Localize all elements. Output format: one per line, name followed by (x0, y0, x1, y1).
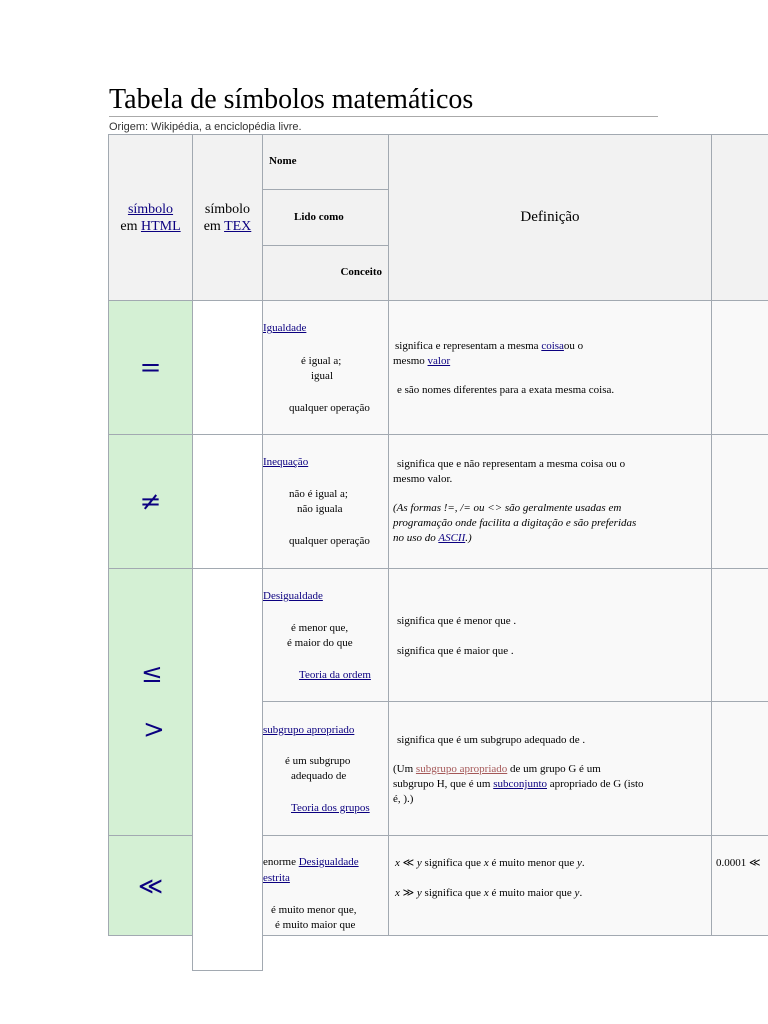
neq-read-2: não iguala (297, 503, 343, 515)
subgroup-def-1: significa que é um subgrupo adequado de . (397, 734, 586, 746)
symbol-cell-equals (108, 300, 193, 435)
name-cell-subgroup (262, 701, 389, 836)
def-cell-subgroup (388, 701, 712, 836)
subgroup-def-2a: (Um (393, 763, 416, 775)
ll-def1-y: y (416, 857, 422, 869)
neq-def-1b: mesmo valor. (393, 473, 453, 485)
igualdade-link[interactable]: Igualdade (263, 322, 307, 334)
header-conceito-label: Conceito (340, 266, 382, 278)
equals-def-1c: mesmo (393, 355, 428, 367)
example-cell-ineq (711, 568, 768, 702)
neq-def-2b: programação onde facilita a digitação e são preferidas (393, 517, 637, 529)
desigualdade-link[interactable]: Desigualdade (263, 590, 323, 602)
subgroup-def-2e: é, ).) (393, 793, 414, 805)
greater-than-symbol[interactable]: > (143, 715, 165, 745)
name-cell-ineq (262, 568, 389, 702)
estrita-link[interactable]: estrita (263, 872, 290, 884)
def-cell-equals (388, 300, 712, 435)
neq-concept: qualquer operação (289, 535, 370, 547)
equals-def-2: e são nomes diferentes para a exata mesma coisa. (397, 384, 615, 396)
symbol-cell-ll (108, 835, 193, 936)
tex-cell-equals (192, 300, 263, 435)
symbols-table (108, 134, 768, 936)
header-conceito (262, 245, 389, 301)
header-definicao (388, 134, 712, 301)
subgroup-def-2c: subgrupo H, que é um (393, 778, 494, 790)
header-lido-como-label: Lido como (294, 211, 344, 223)
example-cell-subgroup (711, 701, 768, 836)
ll-def2-dot: . (579, 887, 583, 899)
header-nome (262, 134, 389, 190)
valor-link[interactable]: valor (427, 355, 451, 367)
header-tex-link[interactable]: TEX (224, 218, 252, 234)
name-cell-equals (262, 300, 389, 435)
header-symbol-html (108, 134, 193, 301)
subgrupo-apropriado-def-link[interactable]: subgrupo apropriado (415, 763, 508, 775)
tex-cell-neq (192, 434, 263, 569)
ll-def2-x2: x (483, 887, 489, 899)
ascii-link[interactable]: ASCII (438, 532, 466, 544)
ll-def1-mid: significa que (421, 857, 484, 869)
header-tex-em-text: em (203, 218, 221, 234)
ll-def2-mid: significa que (421, 887, 484, 899)
ineq-def-1: significa que é menor que . (397, 615, 517, 627)
teoria-grupos-link[interactable]: Teoria dos grupos (291, 802, 370, 814)
equals-def-1b: ou o (563, 340, 584, 352)
ineq-read-1: é menor que, (291, 622, 349, 634)
ineq-read-2: é maior do que (287, 637, 353, 649)
neq-def-2a: (As formas !=, /= ou <> são geralmente usadas em (393, 502, 622, 514)
ll-read-1: é muito menor que, (271, 904, 357, 916)
header-symbol-tex-word: símbolo (204, 201, 251, 217)
def-cell-ineq (388, 568, 712, 702)
name-cell-neq (262, 434, 389, 569)
def-cell-neq (388, 434, 712, 569)
equals-read-1: é igual a; (301, 355, 342, 367)
inequacao-link[interactable]: Inequação (263, 456, 309, 468)
ll-def1-end: é muito menor que (488, 857, 577, 869)
example-cell-neq (711, 434, 768, 569)
ll-def1-y2: y (577, 857, 582, 869)
header-lido-como (262, 189, 389, 246)
ll-name-pre: enorme (263, 856, 299, 868)
header-symbol-link[interactable]: símbolo (127, 201, 174, 217)
ll-def1-op: ≪ (399, 857, 417, 869)
neq-def-1a: significa que e não representam a mesma coisa ou o (397, 458, 626, 470)
equals-concept: qualquer operação (289, 402, 370, 414)
header-symbol-tex (192, 134, 263, 301)
not-equal-symbol[interactable]: ≠ (139, 486, 162, 517)
subgroup-read-1: é um subgrupo (285, 755, 351, 767)
ll-def2-op: ≫ (399, 887, 417, 899)
ll-def2-x: x (395, 887, 400, 899)
header-exemplo (711, 134, 768, 301)
def-cell-ll (388, 835, 712, 936)
ll-def1-dot: . (581, 857, 585, 869)
subgrupo-apropriado-link[interactable]: subgrupo apropriado (263, 724, 355, 736)
equals-def-1a: significa e representam a mesma (395, 340, 542, 352)
header-em-text: em (120, 218, 138, 234)
symbol-cell-ineq (108, 568, 193, 836)
header-nome-label: Nome (269, 155, 297, 167)
title-divider (109, 116, 658, 117)
example-cell-equals (711, 300, 768, 435)
much-less-symbol[interactable]: ≪ (137, 871, 164, 900)
less-equal-symbol[interactable]: ≤ (141, 659, 163, 689)
neq-def-2d: .) (465, 532, 472, 544)
ll-def2-end: é muito maior que (488, 887, 575, 899)
ll-def2-y2: y (574, 887, 580, 899)
name-cell-ll (262, 835, 389, 936)
subgroup-def-2d: apropriado de G (isto (547, 778, 644, 790)
ineq-def-2: significa que é maior que . (397, 645, 514, 657)
tex-cell-ineq (192, 568, 263, 971)
subgroup-def-2b: de um grupo G é um (507, 763, 601, 775)
ll-def2-y: y (416, 887, 422, 899)
equals-symbol[interactable]: = (139, 352, 162, 383)
symbol-cell-neq (108, 434, 193, 569)
desigualdade-estrita-link[interactable]: Desigualdade (298, 856, 359, 868)
ll-def1-x: x (395, 857, 400, 869)
subgroup-read-2: adequado de (291, 770, 347, 782)
header-html-link[interactable]: HTML (140, 218, 181, 234)
equals-read-2: igual (311, 370, 333, 382)
subconjunto-link[interactable]: subconjunto (493, 778, 547, 790)
neq-def-2c: no uso do (393, 532, 439, 544)
teoria-ordem-link[interactable]: Teoria da ordem (299, 669, 371, 681)
example-cell-ll (711, 835, 768, 936)
page-subtitle: Origem: Wikipédia, a enciclopédia livre. (109, 121, 302, 133)
ll-example: 0.0001 ≪ (716, 857, 761, 869)
coisa-link[interactable]: coisa (541, 340, 564, 352)
neq-read-1: não é igual a; (289, 488, 348, 500)
page-title: Tabela de símbolos matemáticos (109, 84, 474, 115)
header-definicao-label: Definição (520, 209, 580, 225)
ll-read-2: é muito maior que (275, 919, 356, 931)
ll-def1-x2: x (483, 857, 489, 869)
